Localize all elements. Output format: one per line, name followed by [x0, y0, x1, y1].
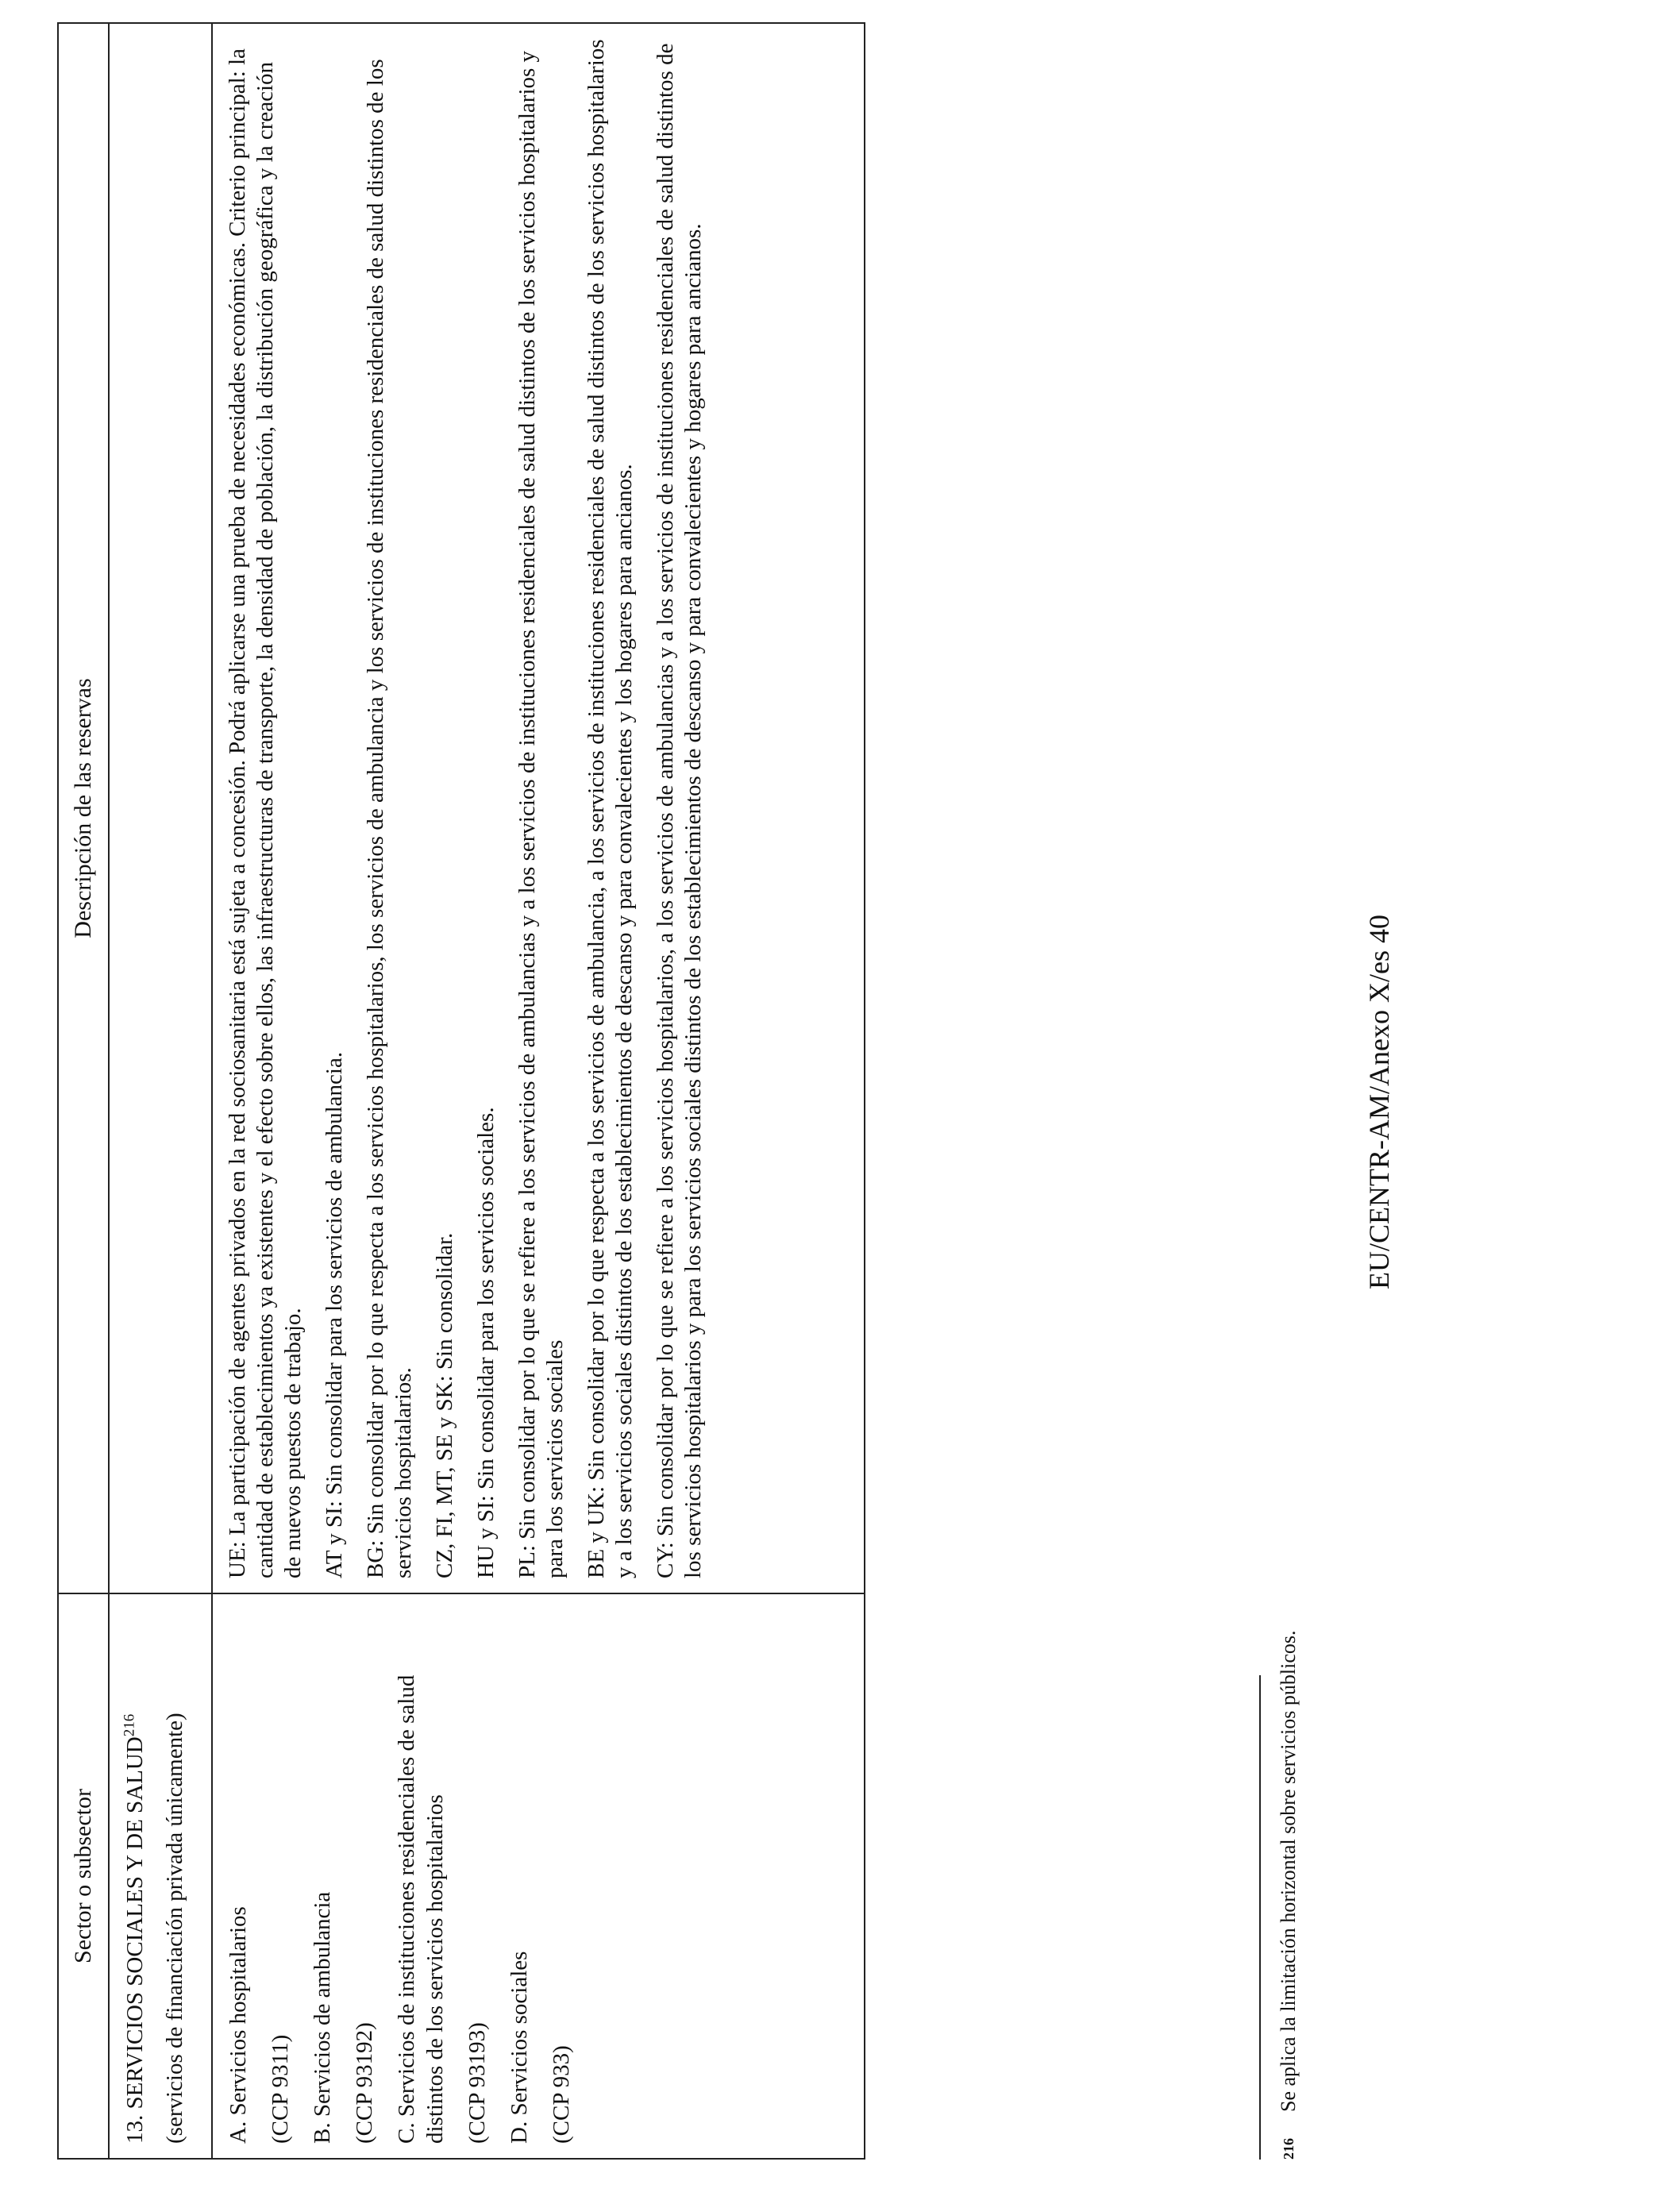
subsector-list — [213, 1593, 864, 2158]
reservations-list — [213, 24, 864, 1593]
reservation-item: BE y UK: Sin consolidar por lo que respecta a los servicios de ambulancia, a los servicios de instituciones residenciales de salud distintos de los servicios hospitalarios y a los servicios sociales distintos de los establecimientos de descanso y para convalecientes y los hogares para ancianos. — [584, 39, 637, 1578]
page-footer: EU/CENTR-AM/Anexo X/es 40 — [1363, 915, 1395, 1289]
subsector-item: (CCP 93193) — [464, 2022, 490, 2144]
table-body-row — [213, 24, 864, 2158]
reservation-item: BG: Sin consolidar por lo que respecta a los servicios hospitalarios, los servicios de ambulancia y los servicios de instituciones residenciales de salud distintos de los servicios hospitalarios. — [363, 59, 416, 1578]
sector-title — [121, 1609, 149, 2144]
reservation-item: HU y SI: Sin consolidar para los servicios sociales. — [473, 1107, 499, 1578]
footnote — [1275, 730, 1302, 2160]
reservation-item: PL: Sin consolidar por lo que se refiere a los servicios de ambulancias y a los servicios de instituciones residenciales de salud distintos de los servicios hospitalarios y para los servicios sociales — [514, 50, 568, 1578]
subsector-item: A. Servicios hospitalarios — [225, 1906, 251, 2144]
subsector-item: B. Servicios de ambulancia — [310, 1891, 335, 2144]
subsector-item: D. Servicios sociales — [507, 1951, 532, 2144]
footnote-divider — [1259, 1675, 1261, 2160]
table-header-row — [59, 24, 110, 2158]
header-description: Descripción de las reservas — [70, 678, 96, 938]
reservation-item: CY: Sin consolidar por lo que se refiere a los servicios hospitalarios, a los servicios de ambulancias y a los servicios de instituciones residenciales de salud distintos de los servicios hospitalarios y para los servicios sociales distintos de los establecimientos de descanso y para convalecientes y hogares para ancianos. — [653, 43, 706, 1578]
sector-title-row — [110, 24, 213, 2158]
reservation-item: AT y SI: Sin consolidar para los servicios de ambulancia. — [322, 1051, 347, 1578]
sector-subtitle: (servicios de financiación privada únicamente) — [162, 1713, 187, 2144]
subsector-item: C. Servicios de instituciones residenciales de salud distintos de los servicios hospitalarios — [394, 1674, 448, 2144]
reservation-item: UE: La participación de agentes privados en la red sociosanitaria está sujeta a concesión. Podrá aplicarse una prueba de necesidades económicas. Criterio principal: la cantidad de establecimientos ya existentes y el efecto sobre ellos, las infraestructuras de transporte, la densidad de población, la distribución geográfica y la creación de nuevos puestos de trabajo. — [225, 48, 306, 1578]
subsector-item: (CCP 9311) — [268, 2034, 293, 2144]
subsector-item: (CCP 93192) — [352, 2022, 377, 2144]
footnote-reference: 216 — [121, 1713, 138, 1737]
sector-title-cell — [110, 1593, 211, 2158]
reservations-table — [57, 22, 865, 2160]
sector-title-text: 13. SERVICIOS SOCIALES Y DE SALUD — [122, 1736, 148, 2144]
subsector-item: (CCP 933) — [549, 2045, 574, 2144]
reservation-item: CZ, FI, MT, SE y SK: Sin consolidar. — [432, 1232, 457, 1578]
header-sector: Sector o subsector — [59, 1593, 108, 2158]
sector-title-description-cell — [110, 24, 211, 1593]
footnote-text: Se aplica la limitación horizontal sobre servicios públicos. — [1277, 1630, 1300, 2112]
footnote-number: 216 — [1281, 2138, 1297, 2160]
